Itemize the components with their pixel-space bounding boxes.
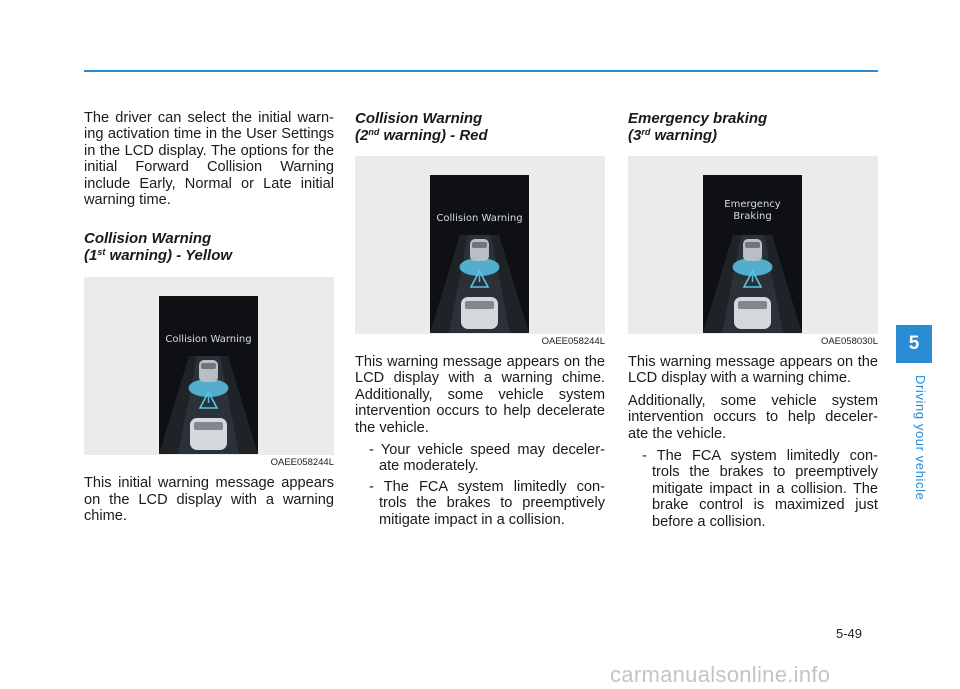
- heading-rest: warning) - Red: [379, 127, 488, 144]
- figure-first-warning: [84, 277, 334, 455]
- intro-paragraph: The driver can select the initial warn- ing activation time in the User Settings in the LCD display. The options for the initial Forward Collision Warning include Early, Normal or Late initial warning time.: [84, 110, 334, 209]
- list-item: - The FCA system limitedly con- trols the brakes to preemptively mitigate impact in a collision.: [369, 478, 605, 528]
- column-1: [84, 110, 334, 525]
- heading-first-warning: [84, 230, 334, 264]
- chapter-number-tab: 5: [896, 325, 932, 363]
- heading-sup: st: [97, 247, 106, 258]
- list-item: - Your vehicle speed may deceler- ate moderately.: [369, 442, 605, 475]
- watermark: carmanualsonline.info: [610, 662, 831, 687]
- heading-rest: warning) - Yellow: [105, 247, 233, 265]
- bullet-list: [628, 448, 878, 530]
- figure-code: OAEE058244L: [270, 457, 334, 469]
- heading-title: Collision Warning: [84, 230, 212, 248]
- column-3: [628, 110, 878, 534]
- lcd-road-graphic: [430, 175, 529, 333]
- heading-num: (3: [628, 127, 642, 144]
- heading-num: (2: [355, 127, 369, 144]
- figure-second-warning: [355, 156, 605, 334]
- figure-code: OAE058030L: [820, 336, 878, 347]
- lcd-display: [703, 175, 802, 333]
- heading-sup: rd: [641, 127, 651, 137]
- heading-title: Collision Warning: [355, 110, 483, 127]
- heading-sup: nd: [368, 127, 380, 137]
- top-rule: [84, 70, 878, 72]
- heading-rest: warning): [650, 127, 718, 144]
- lcd-display: [159, 296, 258, 454]
- body-paragraph: Additionally, some vehicle system intervention occurs to help deceler- ate the vehicle.: [628, 392, 878, 442]
- lcd-message-line1: Emergency: [724, 199, 781, 210]
- body-paragraph: This warning message appears on the LCD display with a warning chime.: [628, 354, 878, 387]
- heading-title: Emergency braking: [628, 110, 768, 127]
- lcd-road-graphic: [159, 296, 258, 454]
- body-paragraph: This initial warning message appears on the LCD display with a warning chime.: [84, 475, 334, 525]
- heading-num: (1: [84, 247, 98, 265]
- body-paragraph: This warning message appears on the LCD display with a warning chime. Additionally, some vehicle system intervention occurs to help decelerate the vehicle.: [355, 354, 605, 436]
- lcd-display: [430, 175, 529, 333]
- bullet-list: [355, 442, 605, 528]
- figure-code: OAEE058244L: [541, 336, 605, 347]
- heading-second-warning: [355, 110, 605, 144]
- column-2: [355, 110, 605, 532]
- heading-third-warning: [628, 110, 878, 144]
- list-item: - The FCA system limitedly con- trols the brakes to preemptively mitigate impact in a collision. The brake control is maximized just before a collision.: [642, 448, 878, 530]
- figure-emergency-braking: [628, 156, 878, 334]
- lcd-message-line2: Braking: [733, 211, 772, 222]
- lcd-message: Collision Warning: [436, 213, 523, 224]
- chapter-label: Driving your vehicle: [913, 375, 928, 501]
- lcd-message: Collision Warning: [165, 334, 252, 346]
- page-number: 5-49: [836, 626, 863, 641]
